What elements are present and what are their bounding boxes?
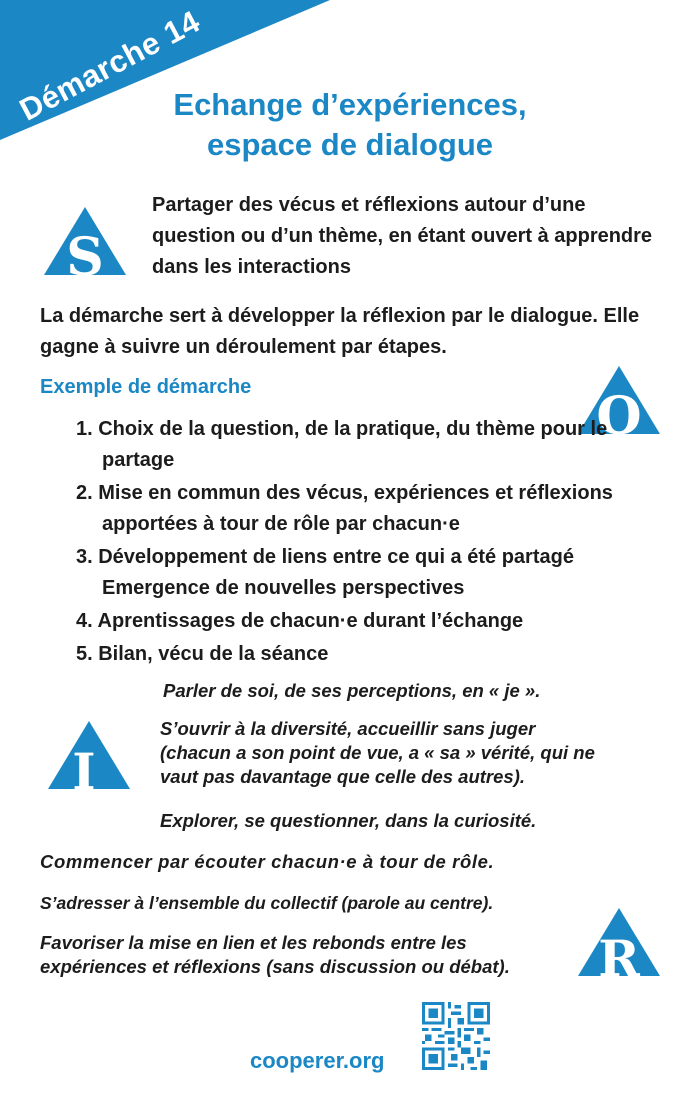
principle-3: Explorer, se questionner, dans la curiosité. — [160, 810, 537, 831]
r-triangle-icon — [578, 908, 660, 976]
qr-code-icon — [422, 1002, 490, 1070]
i-letter: I — [72, 742, 96, 789]
s-letter: S — [66, 227, 104, 275]
o-letter: O — [596, 386, 642, 434]
steps-list — [76, 414, 646, 672]
step-item: 5. Bilan, vécu de la séance — [76, 643, 329, 665]
footer-url-link[interactable]: cooperer.org — [250, 1048, 385, 1073]
s-triangle-icon — [44, 207, 126, 275]
page-title-line-1: Echange d’expériences, — [173, 87, 527, 122]
step-item: 1. Choix de la question, de la pratique, du thème pour le partage — [76, 418, 608, 471]
rule-3: Favoriser la mise en lien et les rebonds entre les expériences et réflexions (sans discussion ou débat). — [40, 932, 510, 977]
intro-text: La démarche sert à développer la réflexion par le dialogue. Elle gagne à suivre un déroulement par étapes. — [40, 305, 640, 358]
step-item: 4. Aprentissages de chacun·e durant l’échange — [76, 610, 524, 632]
i-triangle-icon — [48, 721, 130, 789]
example-heading: Exemple de démarche — [40, 376, 252, 398]
rule-2: S’adresser à l’ensemble du collectif (parole au centre). — [40, 893, 494, 913]
principle-2: S’ouvrir à la diversité, accueillir sans juger (chacun a son point de vue, a « sa » vérité, qui ne vaut pas davantage que celle des autres). — [160, 718, 595, 787]
lead-text: Partager des vécus et réflexions autour d’une question ou d’un thème, en étant ouvert à apprendre dans les interactions — [152, 194, 653, 278]
step-item: 2. Mise en commun des vécus, expériences et réflexions apportées à tour de rôle par chacun·e — [76, 482, 613, 535]
r-letter: R — [598, 929, 640, 976]
principle-1: Parler de soi, de ses perceptions, en « je ». — [163, 680, 541, 701]
rule-1: Commencer par écouter chacun·e à tour de rôle. — [40, 851, 495, 872]
banner-label: Démarche 14 — [13, 3, 206, 128]
step-item: 3. Développement de liens entre ce qui a été partagé Emergence de nouvelles perspectives — [76, 546, 574, 599]
page-title-line-2: espace de dialogue — [207, 127, 493, 162]
